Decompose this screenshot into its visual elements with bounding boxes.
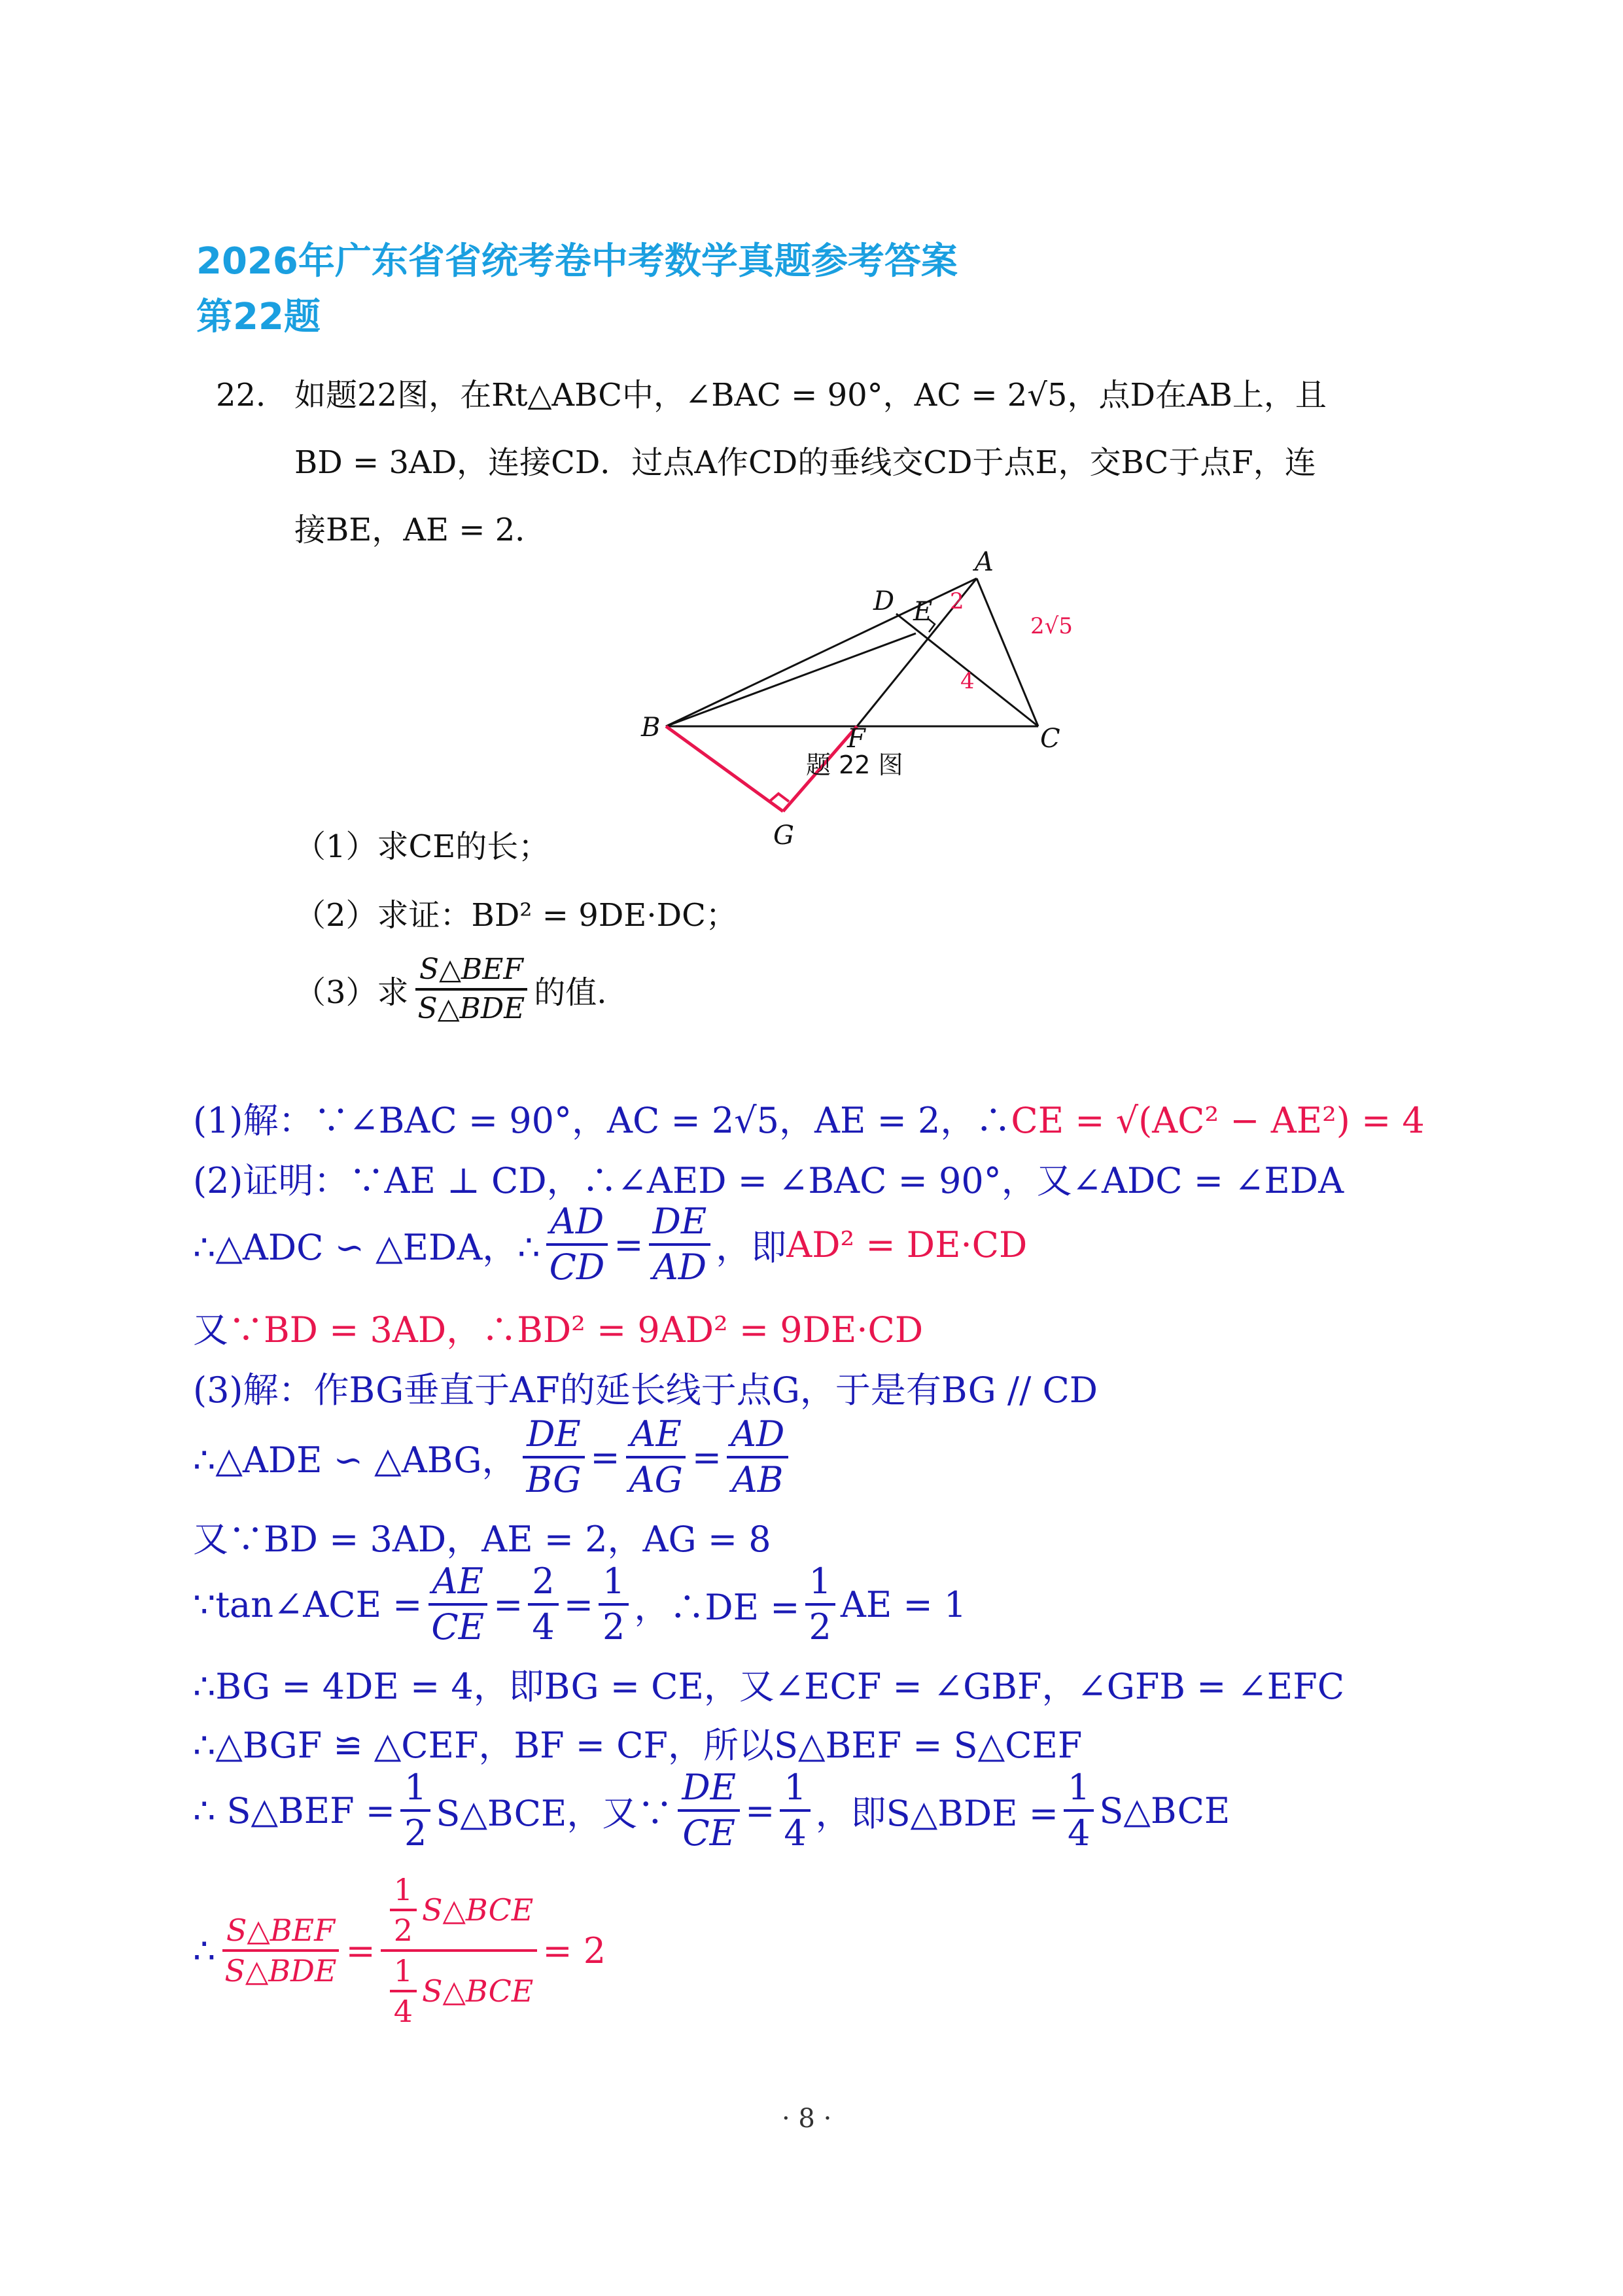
fraction-area-ratio — [220, 1915, 340, 1986]
fraction-den: 4 — [532, 1606, 555, 1648]
fraction-ae-ag — [625, 1413, 687, 1500]
fraction-den: AB — [731, 1459, 784, 1500]
fraction-1-2 — [599, 1561, 629, 1648]
compound-numerator — [381, 1872, 538, 1952]
question-heading: 第22题 — [196, 296, 321, 338]
fraction-ae-ce — [427, 1561, 488, 1648]
fraction-1-4-c — [390, 1953, 417, 2029]
q3-denominator: S△BDE — [417, 992, 525, 1025]
solution-4-result: ∵BD = 3AD，∴BD² = 9AD² = 9DE·CD — [228, 1309, 924, 1351]
label-f: F — [847, 724, 865, 754]
fraction-den: 2 — [393, 1913, 413, 1948]
label-b: B — [641, 713, 661, 743]
fraction-den: AG — [629, 1459, 683, 1500]
solution-8b: ，∴DE = — [634, 1586, 800, 1628]
therefore-symbol: ∴ — [193, 1930, 216, 1971]
area-bce-2: S△BCE — [422, 1973, 534, 2009]
fraction-num: DE — [649, 1204, 711, 1246]
fraction-1-2-c — [400, 1767, 430, 1854]
figure-caption: 题 22 图 — [806, 751, 903, 779]
fraction-den: 2 — [602, 1606, 625, 1648]
solution-4a: 又 — [193, 1309, 228, 1351]
q3-numerator: S△BEF — [415, 955, 527, 991]
fraction-ad-cd — [546, 1201, 609, 1288]
fraction-den: 4 — [784, 1812, 807, 1854]
fraction-den: 4 — [1068, 1812, 1091, 1854]
fraction-den: 2 — [809, 1606, 831, 1648]
solution-line-2: (2)证明：∵AE ⊥ CD，∴∠AED = ∠BAC = 90°，又∠ADC = ∠EDA — [193, 1160, 1344, 1201]
problem-line-1: 如题22图，在Rt△ABC中，∠BAC = 90°，AC = 2√5，点D在AB上，且 — [294, 377, 1327, 414]
fraction-1-4 — [780, 1767, 810, 1854]
label-e: E — [913, 597, 933, 627]
solution-line-11 — [193, 1767, 1230, 1854]
solution-1-text: (1)解：∵∠BAC = 90°，AC = 2√5，AE = 2，∴ — [193, 1100, 1011, 1141]
solution-3a: ∴△ADC ∽ △EDA，∴ — [193, 1226, 540, 1268]
page-title: 2026年广东省省统考卷中考数学真题参考答案 — [196, 240, 958, 283]
solution-line-4 — [193, 1302, 923, 1352]
fraction-num: 1 — [599, 1564, 629, 1606]
fraction-den: CD — [549, 1246, 605, 1288]
compound-denominator — [381, 1952, 538, 2029]
label-d: D — [873, 586, 895, 616]
fraction-num: 1 — [805, 1564, 835, 1606]
question-3-fraction — [414, 955, 529, 1023]
fraction-de-ce — [678, 1767, 740, 1854]
area-bce: S△BCE — [422, 1892, 534, 1928]
question-3 — [294, 955, 607, 1023]
fraction-num: DE — [678, 1770, 740, 1812]
segment-bg — [666, 726, 783, 811]
fraction-num: AE — [428, 1564, 487, 1606]
fraction-den: 4 — [393, 1994, 413, 2029]
fraction-1-2-b — [805, 1561, 835, 1648]
solution-11d: ，即S△BDE = — [815, 1792, 1059, 1834]
fraction-num: 1 — [390, 1875, 417, 1911]
right-angle-g — [769, 794, 789, 802]
equals-sign: = — [745, 1790, 775, 1831]
fraction-den: CE — [431, 1606, 485, 1648]
fraction-num: 1 — [780, 1770, 810, 1812]
label-c: C — [1040, 724, 1060, 754]
equals-sign: = — [691, 1436, 722, 1478]
fraction-num: AD — [546, 1204, 608, 1246]
label-ae-length: 2 — [950, 588, 964, 614]
fraction-num: 1 — [390, 1956, 417, 1992]
equals-sign: = — [345, 1930, 375, 1971]
fraction-1-2-d — [390, 1872, 417, 1948]
question-3-prefix: （3）求 — [294, 974, 409, 1011]
fraction-de-ad — [649, 1201, 711, 1288]
solution-line-5: (3)解：作BG垂直于AF的延长线于点G，于是有BG // CD — [193, 1369, 1098, 1411]
equals-sign: = — [563, 1583, 594, 1625]
solution-line-10: ∴△BGF ≌ △CEF，BF = CF，所以S△BEF = S△CEF — [193, 1725, 1083, 1766]
fraction-num: AE — [626, 1417, 685, 1458]
fraction-num: 1 — [400, 1770, 430, 1812]
equals-sign: = — [614, 1224, 644, 1265]
solution-1-result: CE = √(AC² − AE²) = 4 — [1011, 1100, 1425, 1141]
segment-be — [666, 633, 916, 726]
fraction-num: 2 — [528, 1564, 558, 1606]
problem-line-2: BD = 3AD，连接CD．过点A作CD的垂线交CD于点E，交BC于点F，连 — [294, 444, 1316, 481]
fraction-num: AD — [727, 1417, 788, 1458]
equals-sign: = — [493, 1583, 523, 1625]
solution-3b: ，即 — [716, 1226, 787, 1268]
solution-line-6 — [193, 1413, 794, 1500]
solution-8a: ∵tan∠ACE = — [193, 1583, 423, 1625]
fraction-den: BG — [526, 1459, 582, 1500]
fraction-den: AD — [652, 1246, 707, 1288]
segment-ac — [977, 578, 1038, 726]
fraction-2-4 — [528, 1561, 558, 1648]
solution-line-1 — [193, 1093, 1425, 1143]
equals-sign: = — [590, 1436, 620, 1478]
fraction-de-bg — [523, 1413, 585, 1500]
fraction-den: 2 — [404, 1812, 427, 1854]
solution-line-12 — [193, 1872, 606, 2029]
label-ac-length: 2√5 — [1030, 613, 1073, 639]
solution-line-7: 又∵BD = 3AD，AE = 2，AG = 8 — [193, 1519, 771, 1560]
solution-line-3 — [193, 1201, 1028, 1288]
solution-11e: S△BCE — [1099, 1790, 1230, 1831]
fraction-ad-ab — [727, 1413, 788, 1500]
fraction-num: 1 — [1064, 1770, 1094, 1812]
solution-3-result: AD² = DE·CD — [786, 1224, 1028, 1265]
fraction-num: S△BEF — [222, 1915, 339, 1952]
solution-11a: ∴ S△BEF = — [193, 1790, 396, 1831]
solution-line-8 — [193, 1561, 967, 1648]
fraction-den: CE — [682, 1812, 736, 1854]
solution-6a: ∴△ADE ∽ △ABG， — [193, 1439, 517, 1481]
question-1: （1）求CE的长； — [294, 828, 550, 865]
final-answer: = 2 — [542, 1930, 606, 1971]
problem-number: 22． — [216, 377, 288, 414]
label-a: A — [975, 547, 994, 577]
label-ce-length: 4 — [960, 668, 975, 694]
page-number: · 8 · — [782, 2104, 832, 2134]
fraction-1-4-b — [1064, 1767, 1094, 1854]
fraction-compound — [381, 1872, 538, 2029]
solution-11b: S△BCE，又∵ — [436, 1792, 673, 1834]
fraction-num: DE — [523, 1417, 585, 1458]
label-g: G — [773, 821, 794, 851]
solution-8c: AE = 1 — [840, 1583, 967, 1625]
triangle-figure — [621, 537, 1158, 864]
problem-line-3: 接BE，AE = 2． — [294, 512, 547, 548]
fraction-den: S△BDE — [224, 1953, 337, 1988]
question-2: （2）求证：BD² = 9DE·DC； — [294, 897, 737, 934]
solution-line-9: ∴BG = 4DE = 4，即BG = CE，又∠ECF = ∠GBF，∠GFB = ∠EFC — [193, 1666, 1345, 1707]
question-3-suffix: 的值. — [534, 974, 607, 1011]
